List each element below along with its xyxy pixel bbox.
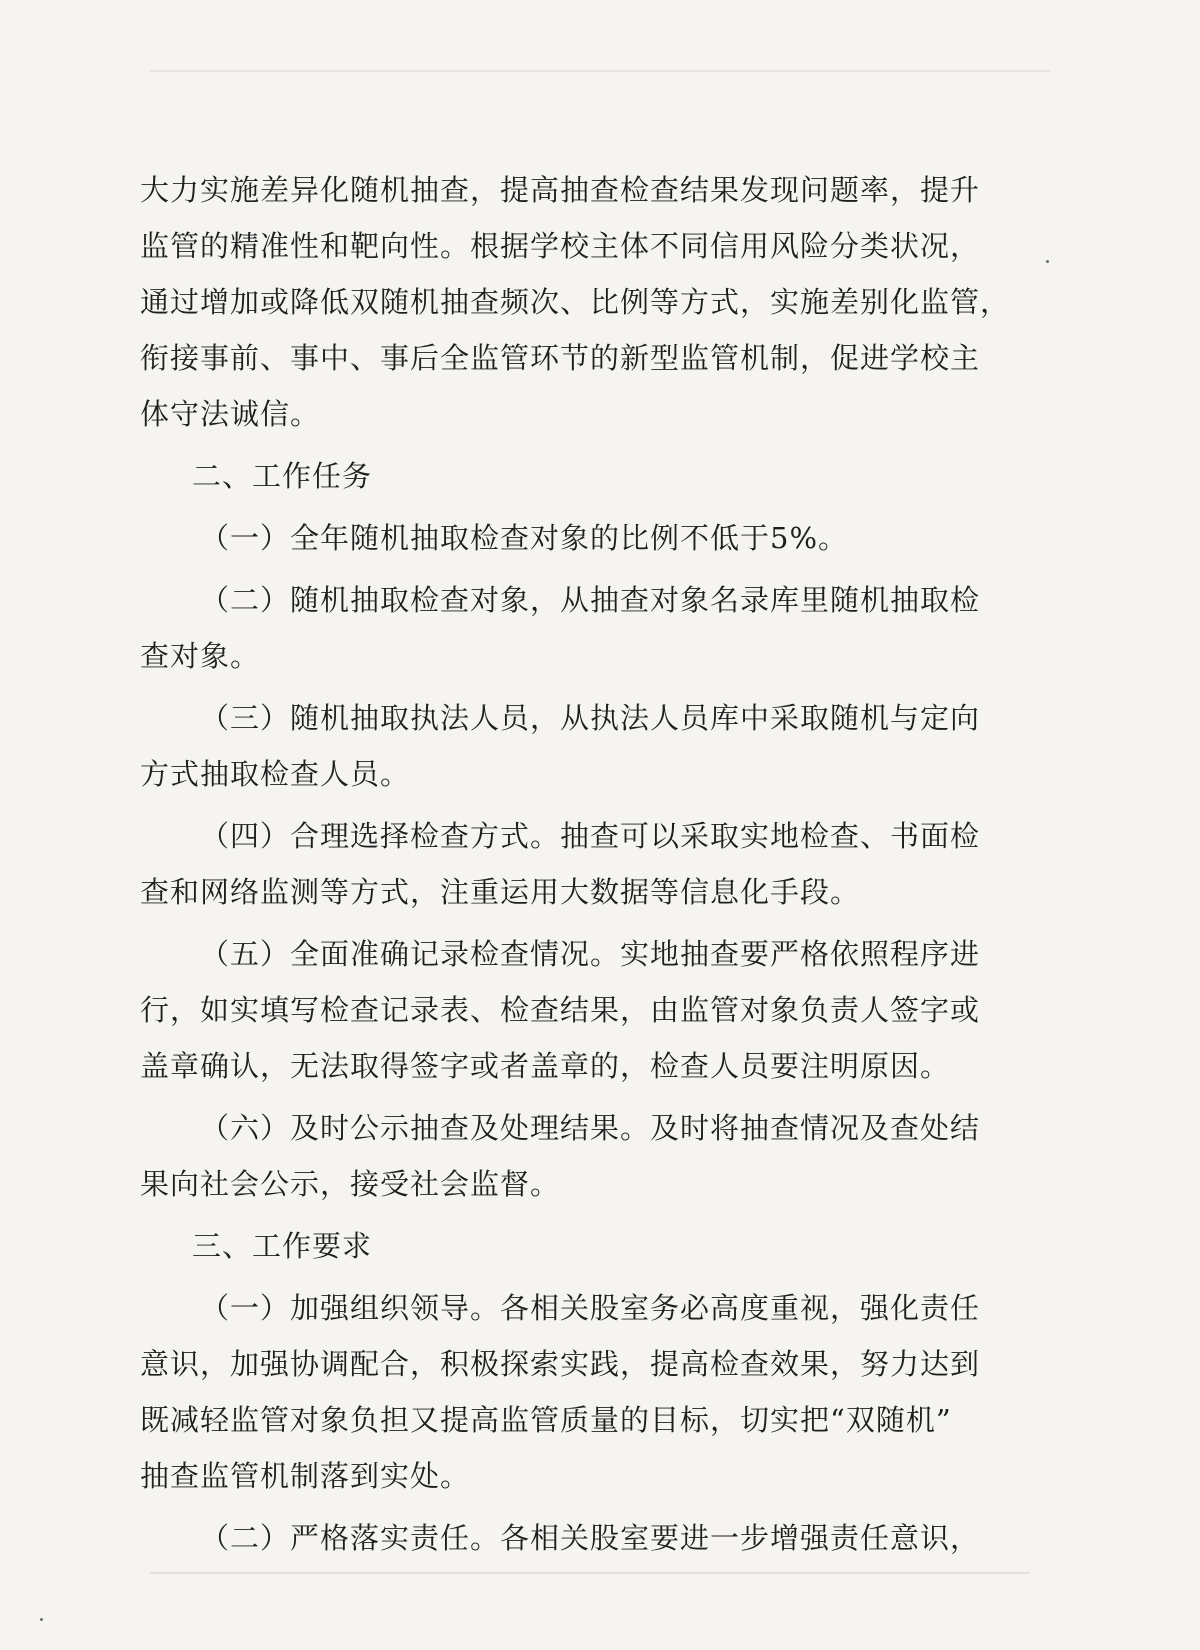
paragraph-line: 通过增加或降低双随机抽查频次、比例等方式，实施差别化监管， bbox=[140, 285, 1011, 319]
paragraph-line: （五）全面准确记录检查情况。实地抽查要严格依照程序进 bbox=[200, 937, 981, 971]
paragraph-line: 果向社会公示，接受社会监督。 bbox=[140, 1167, 561, 1201]
task-paragraph bbox=[140, 926, 1020, 1094]
paragraph-line: （一）加强组织领导。各相关股室务必高度重视，强化责任 bbox=[200, 1291, 981, 1325]
scan-artifact-rule bbox=[150, 70, 1050, 72]
paragraph-line: 意识，加强协调配合，积极探索实践，提高检查效果，努力达到 bbox=[140, 1347, 981, 1381]
document-body bbox=[140, 162, 1020, 1566]
paragraph-line: 抽查监管机制落到实处。 bbox=[140, 1459, 471, 1493]
paragraph-line: （一）全年随机抽取检查对象的比例不低于5%。 bbox=[200, 521, 849, 555]
scan-artifact-rule bbox=[150, 1572, 1030, 1574]
requirement-paragraph bbox=[140, 1280, 1020, 1504]
paragraph-line: （三）随机抽取执法人员，从执法人员库中采取随机与定向 bbox=[200, 701, 981, 735]
paragraph-line: 监管的精准性和靶向性。根据学校主体不同信用风险分类状况， bbox=[140, 229, 981, 263]
paragraph-line: 大力实施差异化随机抽查，提高抽查检查结果发现问题率，提升 bbox=[140, 173, 981, 207]
task-paragraph bbox=[140, 510, 1020, 566]
section-heading: 三、工作要求 bbox=[192, 1229, 373, 1263]
scan-dot bbox=[40, 1618, 43, 1621]
section-heading: 二、工作任务 bbox=[192, 459, 373, 493]
paragraph-line: （六）及时公示抽查及处理结果。及时将抽查情况及查处结 bbox=[200, 1111, 981, 1145]
paragraph-line: （二）严格落实责任。各相关股室要进一步增强责任意识， bbox=[200, 1521, 981, 1555]
paragraph-line: （二）随机抽取检查对象，从抽查对象名录库里随机抽取检 bbox=[200, 583, 981, 617]
paragraph-line: 查对象。 bbox=[140, 639, 261, 673]
task-paragraph bbox=[140, 690, 1020, 802]
paragraph-line: 盖章确认，无法取得签字或者盖章的，检查人员要注明原因。 bbox=[140, 1049, 951, 1083]
task-paragraph bbox=[140, 1100, 1020, 1212]
paragraph-line: 查和网络监测等方式，注重运用大数据等信息化手段。 bbox=[140, 875, 861, 909]
paragraph-line: 既减轻监管对象负担又提高监管质量的目标，切实把“双随机” bbox=[140, 1403, 952, 1437]
requirement-paragraph bbox=[140, 1510, 1020, 1566]
paragraph-line: 衔接事前、事中、事后全监管环节的新型监管机制，促进学校主 bbox=[140, 341, 981, 375]
task-paragraph bbox=[140, 572, 1020, 684]
paragraph-line: 行，如实填写检查记录表、检查结果，由监管对象负责人签字或 bbox=[140, 993, 981, 1027]
opening-paragraph bbox=[140, 162, 1020, 442]
paragraph-line: 方式抽取检查人员。 bbox=[140, 757, 411, 791]
paragraph-line: （四）合理选择检查方式。抽查可以采取实地检查、书面检 bbox=[200, 819, 981, 853]
scan-dot bbox=[1046, 260, 1049, 263]
task-paragraph bbox=[140, 808, 1020, 920]
paragraph-line: 体守法诚信。 bbox=[140, 397, 321, 431]
